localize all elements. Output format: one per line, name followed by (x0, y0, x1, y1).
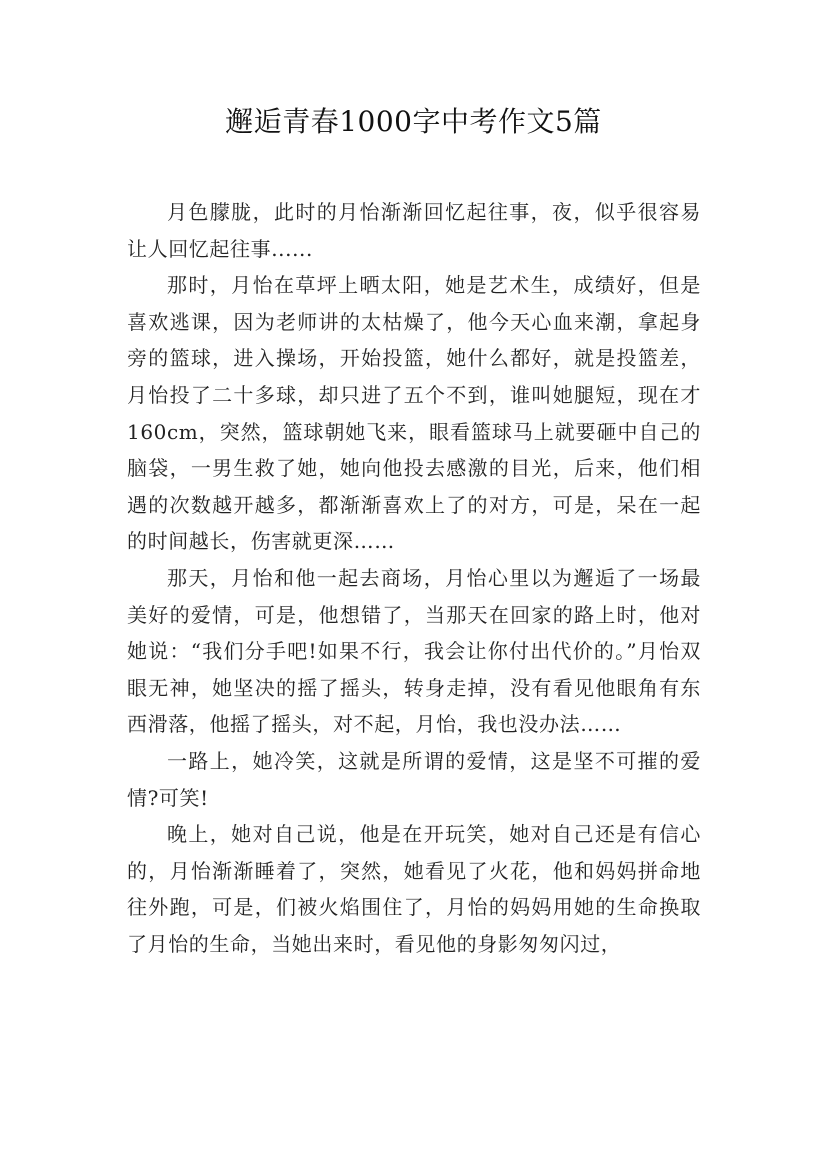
paragraph-2: 那时，月怡在草坪上晒太阳，她是艺术生，成绩好，但是喜欢逃课，因为老师讲的太枯燥了，他今天心血来潮，拿起身旁的篮球，进入操场，开始投篮，她什么都好，就是投篮差，月怡投了二十多球，却只进了五个不到，谁叫她腿短，现在才160cm，突然，篮球朝她飞来，眼看篮球马上就要砸中自己的脑袋，一男生救了她，她向他投去感激的目光，后来，他们相遇的次数越开越多，都渐渐喜欢上了的对方，可是，呆在一起的时间越长，伤害就更深…… (127, 273, 701, 554)
paragraph-5: 晚上，她对自己说，他是在开玩笑，她对自己还是有信心的，月怡渐渐睡着了，突然，她看见了火花，他和妈妈拼命地往外跑，可是，们被火焰围住了，月怡的妈妈用她的生命换取了月怡的生命，当她出来时，看见他的身影匆匆闪过， (127, 822, 701, 956)
paragraph-3: 那天，月怡和他一起去商场，月怡心里以为邂逅了一场最美好的爱情，可是，他想错了，当那天在回家的路上时，他对她说：“我们分手吧!如果不行，我会让你付出代价的。”月怡双眼无神，她坚决的摇了摇头，转身走掉，没有看见他眼角有东西滑落，他摇了摇头，对不起，月怡，我也没办法…… (127, 565, 701, 737)
document-title: 邂逅青春1000字中考作文5篇 (225, 105, 602, 138)
paragraph-4: 一路上，她冷笑，这就是所谓的爱情，这是坚不可摧的爱情?可笑! (127, 748, 701, 810)
document-body (127, 194, 701, 962)
paragraph-1: 月色朦胧，此时的月怡渐渐回忆起往事，夜，似乎很容易让人回忆起往事...... (127, 200, 701, 261)
